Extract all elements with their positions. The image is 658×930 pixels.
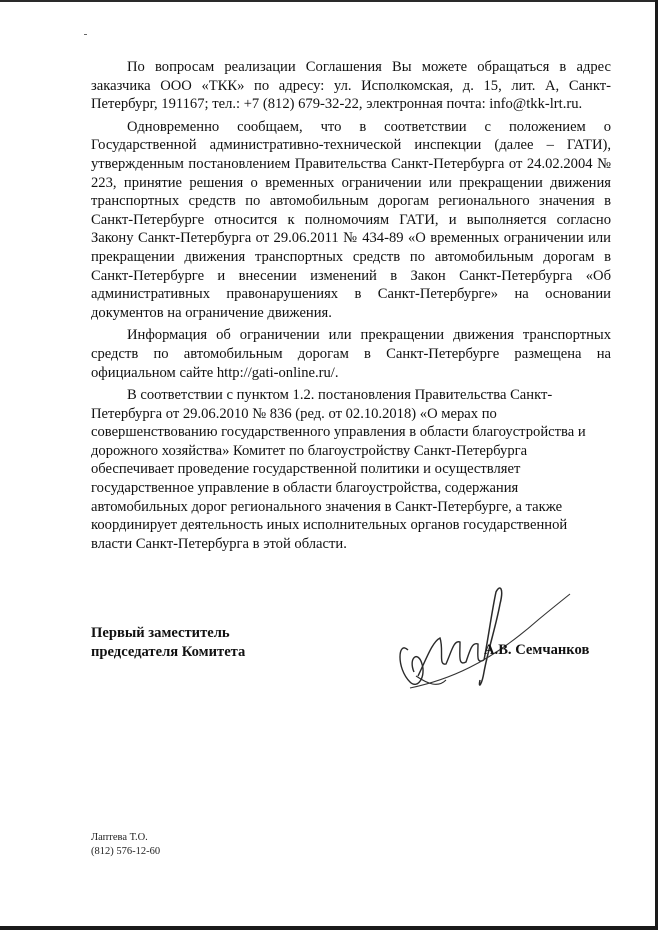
signatory-name: А.В. Семчанков (484, 642, 590, 658)
paragraph-committee: В соответствии с пунктом 1.2. постановления Правительства Санкт-Петербурга от 29.06.2010 № 836 (ред. от 02.10.2018) «О мерах по совершенствованию государственного управления в области благоустройства и дорожного хозяйства» Комитет по благоустройству Санкт-Петербурга обеспечивает проведение государственной политики и осуществляет государственное управление в области благоустройства, содержания автомобильных дорог регионального значения в Санкт-Петербурге, а также координирует деятельность иных исполнительных органов государственной власти Санкт-Петербурга в этой области. (91, 387, 586, 552)
paragraph-gati: Одновременно сообщаем, что в соответствии с положением о Государственной административно-технической инспекции (далее – ГАТИ), утвержденным постановлением Правительства Санкт-Петербурга от 24.02.2004 № 223, принятие решения о временных ограничении или прекращении движения транспортных средств по автомобильным дорогам регионального значения в Санкт-Петербурге относится к полномочиям ГАТИ, и выполняется согласно Закону Санкт-Петербурга от 29.06.2011 № 434-89 «О временных ограничении или прекращении движения транспортных средств по автомобильным дорогам в Санкт-Петербурге и внесении изменений в Закон Санкт-Петербурга «Об административных правонарушениях в Санкт-Петербурге» на основании документов на ограничение движения. (91, 118, 611, 321)
signatory-title (91, 624, 245, 662)
signatory-title-line2: председателя Комитета (91, 644, 246, 660)
scan-edge-bottom (0, 926, 658, 930)
paragraph-website: Информация об ограничении или прекращении движения транспортных средств по автомобильным дорогам в Санкт-Петербурге размещена на официальном сайте http://gati-online.ru/. (91, 327, 611, 381)
executor-phone: (812) 576-12-60 (91, 846, 161, 857)
signatory-title-line1: Первый заместитель (91, 625, 230, 641)
paragraph-contact: По вопросам реализации Соглашения Вы можете обращаться в адрес заказчика ООО «ТКК» по адресу: ул. Исполкомская, д. 15, лит. А, Санкт-Петербург, 191167; тел.: +7 (812) 679-32-22, электронная почта: info@tkk-lrt.ru. (91, 59, 611, 113)
letter-body (91, 58, 611, 557)
executor-name: Лаптева Т.О. (91, 832, 148, 843)
executor-footer (91, 831, 160, 859)
scan-mark (84, 34, 87, 35)
scan-edge-top (0, 0, 658, 2)
